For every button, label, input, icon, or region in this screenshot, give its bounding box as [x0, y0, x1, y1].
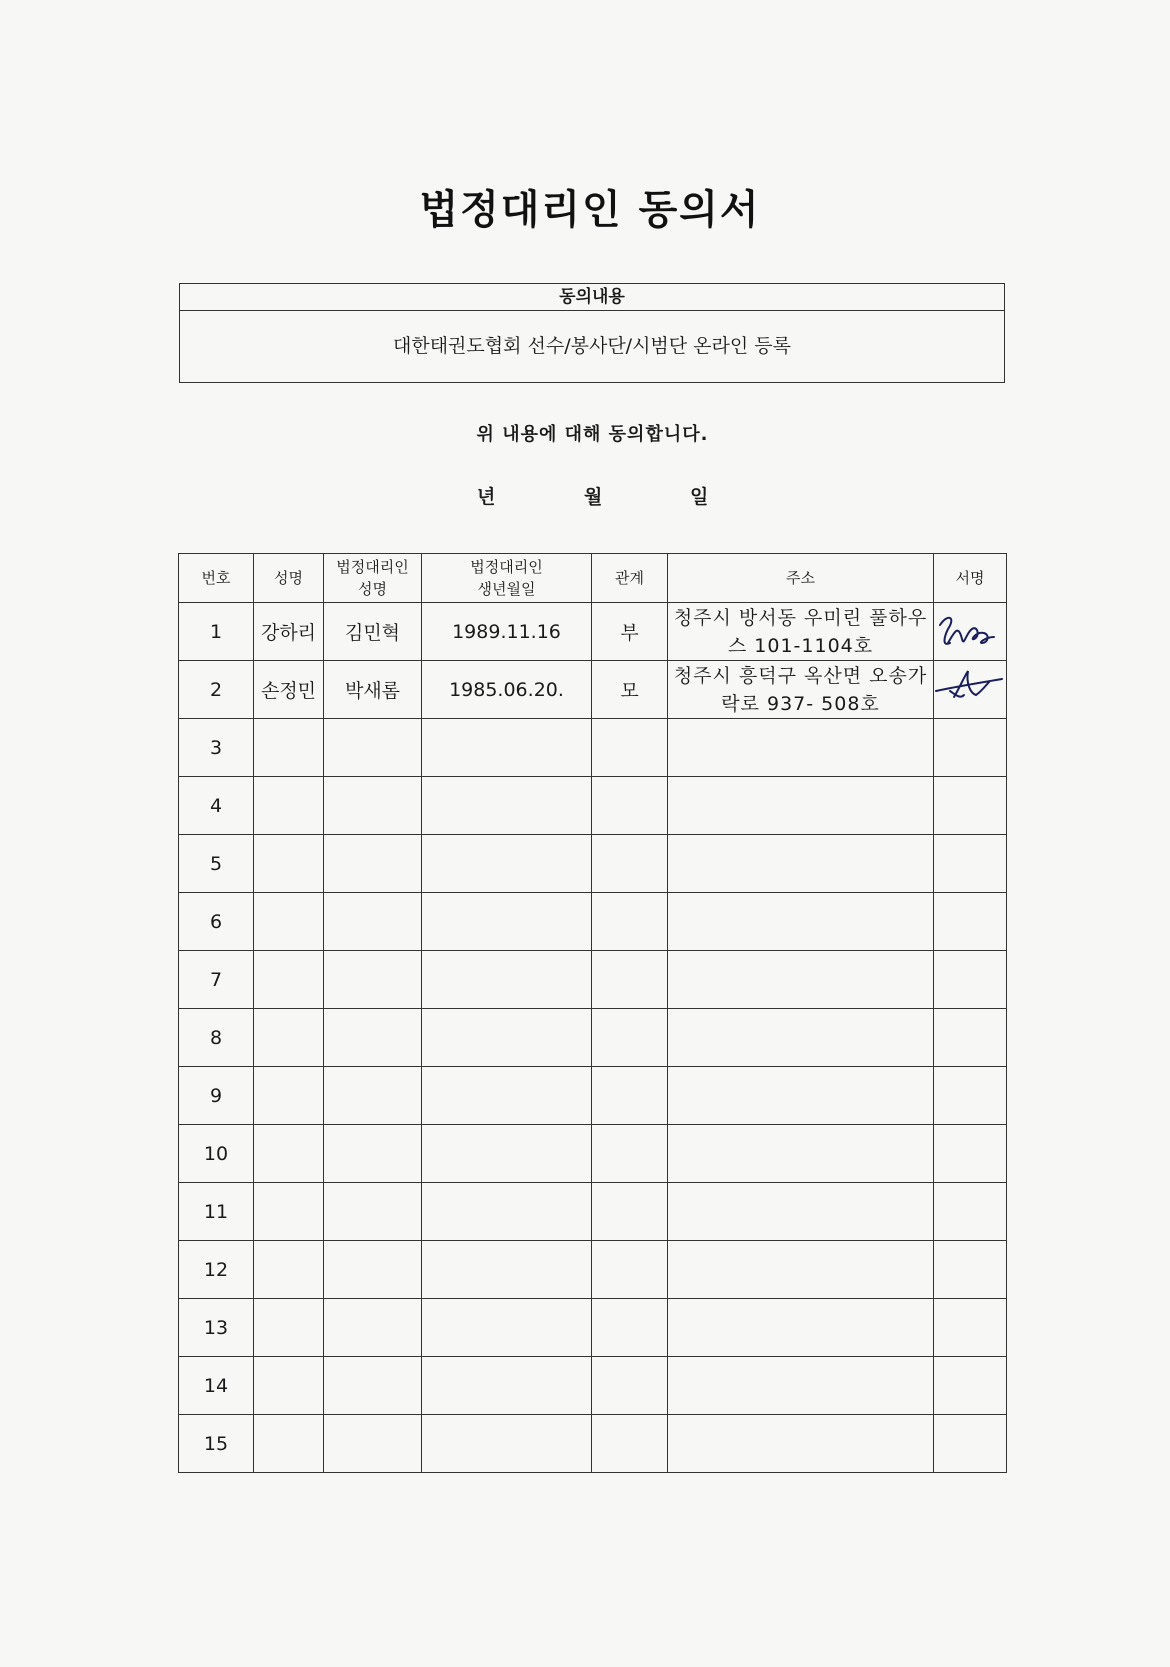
- cell-address: [668, 1009, 934, 1067]
- date-month-label: 월: [584, 486, 603, 508]
- header-relation: 관계: [592, 554, 668, 603]
- handwritten-signature: [934, 603, 1006, 659]
- cell-address: [668, 1299, 934, 1357]
- cell-address: [668, 777, 934, 835]
- cell-relation: [592, 1009, 668, 1067]
- cell-rep-name: [324, 893, 422, 951]
- table-row: [179, 777, 1007, 835]
- cell-number: 5: [179, 835, 254, 893]
- header-rep-birth-line2: 생년월일: [477, 580, 536, 598]
- cell-relation: [592, 1415, 668, 1473]
- cell-rep-birth: 1985.06.20.: [422, 661, 592, 719]
- table-row: [179, 1067, 1007, 1125]
- table-row: [179, 835, 1007, 893]
- cell-rep-name: [324, 1125, 422, 1183]
- cell-rep-birth: 1989.11.16: [422, 603, 592, 661]
- cell-signature: [934, 1125, 1007, 1183]
- cell-rep-name: [324, 1009, 422, 1067]
- cell-relation: 부: [592, 603, 668, 661]
- cell-rep-birth: [422, 1009, 592, 1067]
- cell-signature: [934, 719, 1007, 777]
- cell-rep-name: [324, 1183, 422, 1241]
- registration-table: [178, 553, 1007, 1473]
- table-row: [179, 1183, 1007, 1241]
- cell-relation: [592, 951, 668, 1009]
- consent-box: [179, 283, 1005, 383]
- cell-name: [254, 1183, 324, 1241]
- cell-rep-name: [324, 1067, 422, 1125]
- cell-address: [668, 951, 934, 1009]
- table-row: [179, 1241, 1007, 1299]
- cell-address: [668, 893, 934, 951]
- cell-rep-birth: [422, 1067, 592, 1125]
- cell-number: 3: [179, 719, 254, 777]
- cell-address: [668, 835, 934, 893]
- cell-address: 청주시 방서동 우미린 풀하우스 101-1104호: [668, 603, 934, 661]
- cell-number: 7: [179, 951, 254, 1009]
- cell-rep-birth: [422, 893, 592, 951]
- consent-header: 동의내용: [180, 284, 1004, 311]
- cell-rep-name: [324, 777, 422, 835]
- cell-name: [254, 1415, 324, 1473]
- cell-relation: [592, 1067, 668, 1125]
- cell-address: [668, 1357, 934, 1415]
- header-number: 번호: [179, 554, 254, 603]
- table-row: [179, 1415, 1007, 1473]
- cell-relation: [592, 719, 668, 777]
- table-header-row: [179, 554, 1007, 603]
- date-year-label: 년: [477, 486, 496, 508]
- table-row: [179, 719, 1007, 777]
- header-name: 성명: [254, 554, 324, 603]
- table-row: [179, 893, 1007, 951]
- cell-name: [254, 1067, 324, 1125]
- cell-relation: [592, 1299, 668, 1357]
- cell-number: 11: [179, 1183, 254, 1241]
- cell-rep-name: [324, 1415, 422, 1473]
- cell-rep-name: [324, 1299, 422, 1357]
- cell-address: [668, 1125, 934, 1183]
- cell-relation: [592, 835, 668, 893]
- date-day-label: 일: [690, 486, 709, 508]
- cell-name: [254, 1125, 324, 1183]
- cell-rep-name: 박새롬: [324, 661, 422, 719]
- cell-signature: [934, 1009, 1007, 1067]
- cell-signature: [934, 1183, 1007, 1241]
- cell-signature: [934, 893, 1007, 951]
- cell-rep-birth: [422, 1125, 592, 1183]
- cell-address: [668, 1067, 934, 1125]
- cell-rep-birth: [422, 835, 592, 893]
- cell-rep-name: [324, 719, 422, 777]
- cell-signature: [934, 1067, 1007, 1125]
- table-row: [179, 1299, 1007, 1357]
- cell-rep-name: [324, 835, 422, 893]
- cell-number: 6: [179, 893, 254, 951]
- table-row: [179, 1125, 1007, 1183]
- cell-name: [254, 951, 324, 1009]
- handwritten-signature: [934, 661, 1006, 717]
- cell-rep-birth: [422, 1357, 592, 1415]
- cell-number: 2: [179, 661, 254, 719]
- cell-signature: [934, 777, 1007, 835]
- cell-signature: [934, 603, 1007, 661]
- table-row: [179, 661, 1007, 719]
- cell-rep-name: [324, 1357, 422, 1415]
- cell-name: 손정민: [254, 661, 324, 719]
- cell-address: [668, 1415, 934, 1473]
- cell-number: 14: [179, 1357, 254, 1415]
- cell-number: 9: [179, 1067, 254, 1125]
- cell-rep-birth: [422, 1415, 592, 1473]
- header-signature: 서명: [934, 554, 1007, 603]
- cell-address: [668, 1183, 934, 1241]
- cell-relation: [592, 777, 668, 835]
- cell-rep-birth: [422, 1183, 592, 1241]
- cell-relation: [592, 1125, 668, 1183]
- cell-rep-name: [324, 951, 422, 1009]
- cell-rep-birth: [422, 951, 592, 1009]
- header-rep-birth-line1: 법정대리인: [470, 558, 543, 576]
- cell-name: [254, 1357, 324, 1415]
- cell-name: [254, 719, 324, 777]
- cell-relation: [592, 1241, 668, 1299]
- cell-signature: [934, 835, 1007, 893]
- cell-rep-name: [324, 1241, 422, 1299]
- cell-relation: [592, 1183, 668, 1241]
- cell-name: [254, 835, 324, 893]
- cell-signature: [934, 1357, 1007, 1415]
- cell-number: 4: [179, 777, 254, 835]
- header-rep-name-line2: 성명: [358, 580, 387, 598]
- cell-signature: [934, 1415, 1007, 1473]
- cell-number: 1: [179, 603, 254, 661]
- cell-number: 15: [179, 1415, 254, 1473]
- cell-rep-name: 김민혁: [324, 603, 422, 661]
- table-row: [179, 1009, 1007, 1067]
- cell-name: [254, 777, 324, 835]
- table-row: [179, 1357, 1007, 1415]
- cell-name: [254, 1241, 324, 1299]
- cell-name: [254, 1009, 324, 1067]
- cell-signature: [934, 951, 1007, 1009]
- cell-signature: [934, 1299, 1007, 1357]
- cell-rep-birth: [422, 1241, 592, 1299]
- cell-name: [254, 1299, 324, 1357]
- consent-content: 대한태권도협회 선수/봉사단/시범단 온라인 등록: [392, 335, 791, 357]
- cell-signature: [934, 1241, 1007, 1299]
- header-rep-birth: [422, 554, 592, 603]
- cell-rep-birth: [422, 777, 592, 835]
- cell-relation: [592, 1357, 668, 1415]
- cell-rep-birth: [422, 719, 592, 777]
- cell-name: 강하리: [254, 603, 324, 661]
- cell-relation: 모: [592, 661, 668, 719]
- header-address: 주소: [668, 554, 934, 603]
- cell-name: [254, 893, 324, 951]
- agreement-statement: 위 내용에 대해 동의합니다.: [476, 424, 709, 445]
- page-title: 법정대리인 동의서: [419, 187, 761, 233]
- cell-number: 12: [179, 1241, 254, 1299]
- cell-relation: [592, 893, 668, 951]
- cell-number: 8: [179, 1009, 254, 1067]
- cell-address: [668, 1241, 934, 1299]
- table-row: [179, 603, 1007, 661]
- cell-rep-birth: [422, 1299, 592, 1357]
- header-rep-name-line1: 법정대리인: [336, 558, 409, 576]
- cell-number: 13: [179, 1299, 254, 1357]
- cell-signature: [934, 661, 1007, 719]
- header-rep-name: [324, 554, 422, 603]
- table-row: [179, 951, 1007, 1009]
- cell-number: 10: [179, 1125, 254, 1183]
- cell-address: [668, 719, 934, 777]
- cell-address: 청주시 흥덕구 옥산면 오송가락로 937- 508호: [668, 661, 934, 719]
